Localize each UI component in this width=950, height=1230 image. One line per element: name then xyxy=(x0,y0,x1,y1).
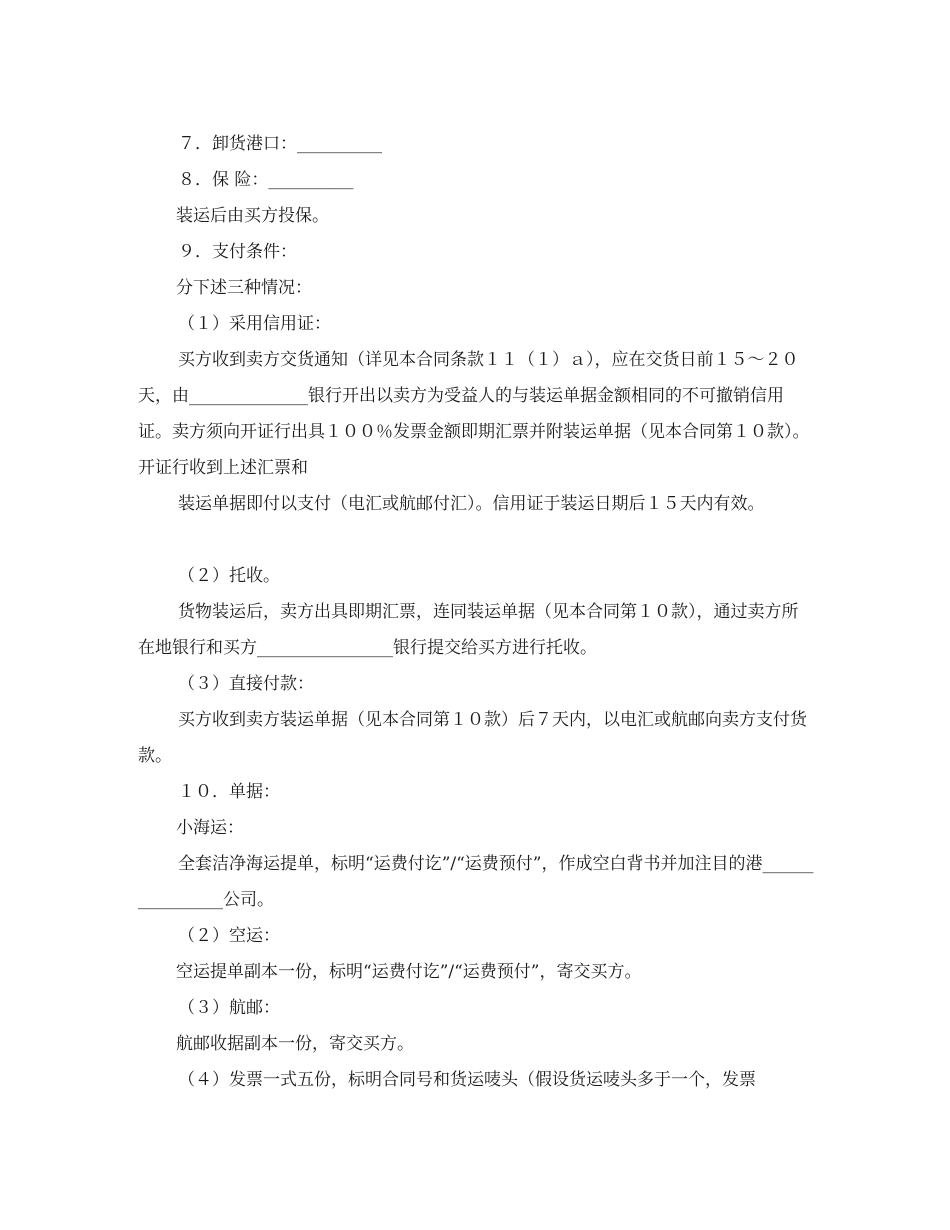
clause-10-documents: １０．单据： xyxy=(178,782,280,802)
case-3-direct-payment: （３）直接付款： xyxy=(178,674,314,694)
sea-bill-of-lading-paragraph: 全套洁净海运提单，标明“运费付讫”/“运费预付”，作成空白背书并加注目的港________________公司。 xyxy=(138,854,814,910)
air-transport-heading: （２）空运： xyxy=(178,926,280,946)
sea-transport-heading: 小海运： xyxy=(176,818,244,838)
payment-cases-intro: 分下述三种情况： xyxy=(176,278,312,298)
case-1-letter-of-credit: （１）采用信用证： xyxy=(178,314,331,334)
invoice-paragraph: （４）发票一式五份，标明合同号和货运唛头（假设货运唛头多于一个，发票 xyxy=(178,1070,756,1090)
letter-of-credit-paragraph: 买方收到卖方交货通知（详见本合同条款１１（１）ａ），应在交货日前１５～２０天，由______________银行开出以卖方为受益人的与装运单据金额相同的不可撤销信用证。卖方须向开证行出具１００％发票金额即期汇票并附装运单据（见本合同第１０款）。开证行收到上述汇票和 xyxy=(138,350,810,478)
letter-of-credit-validity: 装运单据即付以支付（电汇或航邮付汇）。信用证于装运日期后１５天内有效。 xyxy=(178,494,765,514)
air-mail-heading: （３）航邮： xyxy=(178,998,280,1018)
air-waybill-paragraph: 空运提单副本一份，标明“运费付讫”/“运费预付”，寄交买方。 xyxy=(176,962,642,982)
direct-payment-paragraph: 买方收到卖方装运单据（见本合同第１０款）后７天内，以电汇或航邮向卖方支付货款。 xyxy=(138,710,807,766)
clause-9-payment-terms: ９．支付条件： xyxy=(178,242,297,262)
air-mail-paragraph: 航邮收据副本一份，寄交买方。 xyxy=(176,1034,414,1054)
case-2-collection: （２）托收。 xyxy=(178,566,280,586)
insurance-note: 装运后由买方投保。 xyxy=(176,206,329,226)
collection-paragraph: 货物装运后，卖方出具即期汇票，连同装运单据（见本合同第１０款），通过卖方所在地银行和买方________________银行提交给买方进行托收。 xyxy=(138,602,799,658)
clause-7-discharge-port: ７．卸货港口：__________ xyxy=(178,134,382,154)
clause-8-insurance: ８．保 险：__________ xyxy=(178,170,354,190)
